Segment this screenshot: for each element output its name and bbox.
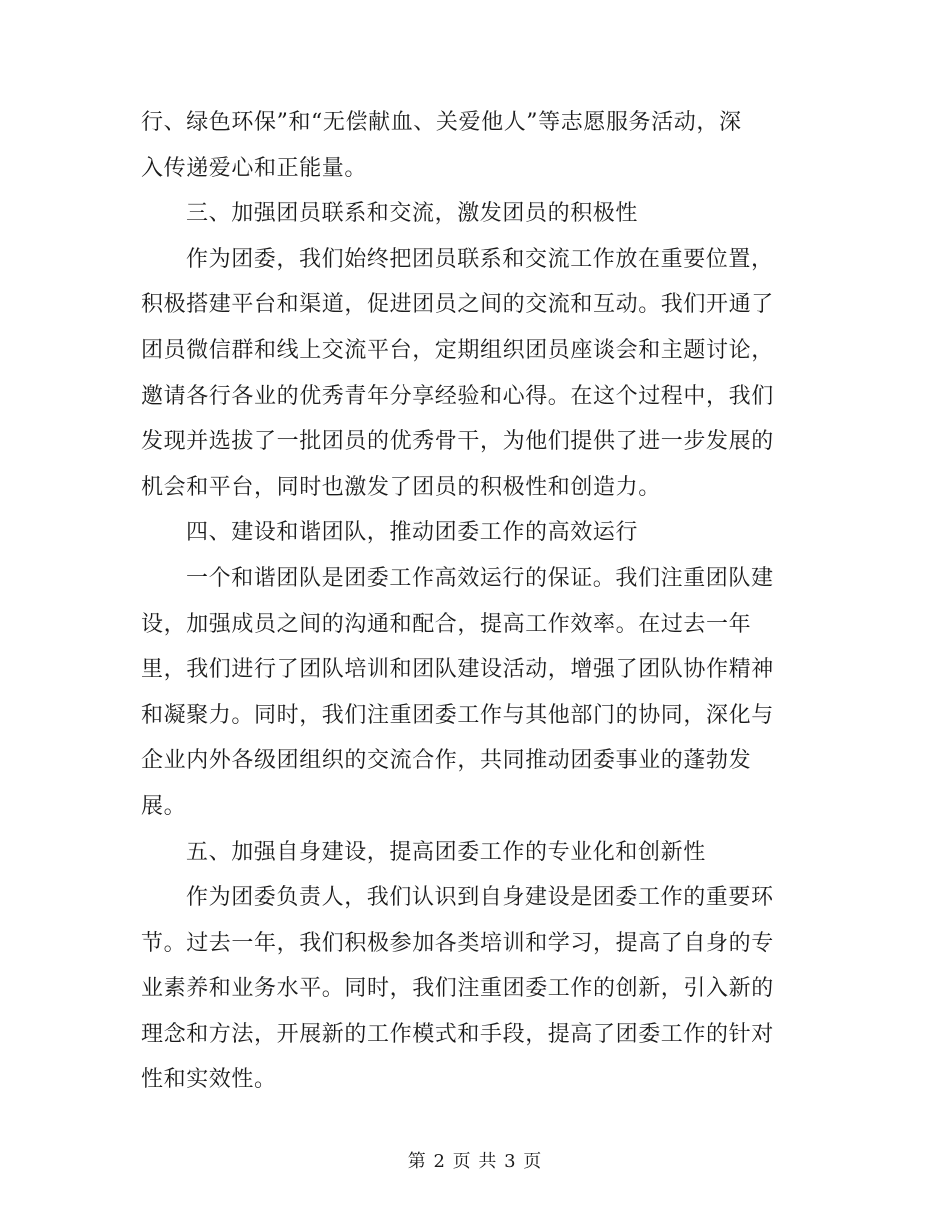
section-heading-5: 五、加强自身建设，提高团委工作的专业化和创新性 <box>186 839 706 865</box>
paragraph-line: 机会和平台，同时也激发了团员的积极性和创造力。 <box>141 474 661 500</box>
section-heading-3: 三、加强团员联系和交流，激发团员的积极性 <box>186 201 639 227</box>
paragraph-line: 积极搭建平台和渠道，促进团员之间的交流和互动。我们开通了 <box>141 292 774 318</box>
paragraph-line: 里，我们进行了团队培训和团队建设活动，增强了团队协作精神 <box>141 657 774 683</box>
paragraph-line: 企业内外各级团组织的交流合作，共同推动团委事业的蓬勃发 <box>141 748 752 774</box>
paragraph-line: 作为团委负责人，我们认识到自身建设是团委工作的重要环 <box>186 885 774 911</box>
page-number-footer: 第 2 页 共 3 页 <box>407 1151 543 1172</box>
paragraph-line: 理念和方法，开展新的工作模式和手段，提高了团委工作的针对 <box>141 1021 774 1047</box>
section-heading-4: 四、建设和谐团队，推动团委工作的高效运行 <box>186 520 639 546</box>
paragraph-line: 设，加强成员之间的沟通和配合，提高工作效率。在过去一年 <box>141 611 752 637</box>
document-body <box>141 100 806 1103</box>
paragraph-line: 团员微信群和线上交流平台，定期组织团员座谈会和主题讨论， <box>141 337 774 363</box>
paragraph-line: 行、绿色环保”和“无偿献血、关爱他人”等志愿服务活动，深 <box>141 110 742 135</box>
paragraph-line: 节。过去一年，我们积极参加各类培训和学习，提高了自身的专 <box>141 930 774 956</box>
paragraph-line: 业素养和业务水平。同时，我们注重团委工作的创新，引入新的 <box>141 976 774 1002</box>
paragraph-line: 邀请各行各业的优秀青年分享经验和心得。在这个过程中，我们 <box>141 383 774 409</box>
paragraph-line: 入传递爱心和正能量。 <box>141 155 368 181</box>
paragraph-line: 作为团委，我们始终把团员联系和交流工作放在重要位置， <box>186 246 774 272</box>
paragraph-line: 发现并选拔了一批团员的优秀骨干，为他们提供了进一步发展的 <box>141 429 774 455</box>
paragraph-line: 性和实效性。 <box>141 1067 277 1093</box>
paragraph-line: 一个和谐团队是团委工作高效运行的保证。我们注重团队建 <box>186 565 774 591</box>
paragraph-line: 展。 <box>141 793 187 819</box>
paragraph-line: 和凝聚力。同时，我们注重团委工作与其他部门的协同，深化与 <box>141 702 774 728</box>
